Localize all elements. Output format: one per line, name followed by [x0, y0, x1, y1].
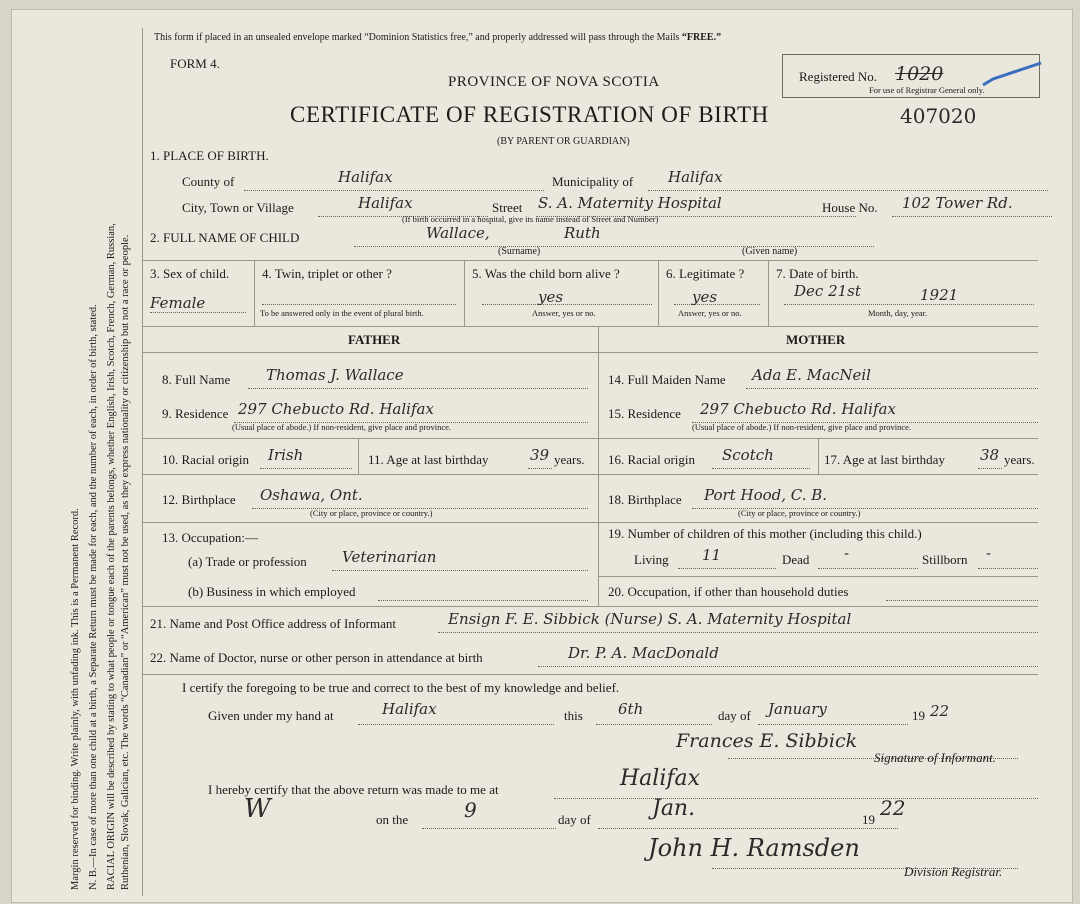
registrar-day: 9: [464, 798, 477, 822]
certify-statement: I certify the foregoing to be true and correct to the best of my knowledge and belief.: [182, 680, 620, 695]
alive-note: Answer, yes or no.: [532, 308, 596, 318]
registrar-note: For use of Registrar General only.: [869, 85, 985, 95]
mother-residence-note: (Usual place of abode.) If non-resident, give place and province.: [692, 422, 912, 432]
registrar-initials: W: [244, 794, 271, 824]
registrar-statement: I hereby certify that the above return was made to me at: [208, 782, 499, 797]
trade-value: Veterinarian: [342, 548, 437, 566]
father-racial: Irish: [268, 446, 304, 464]
mother-racial: Scotch: [722, 446, 774, 464]
registrar-year: 22: [880, 796, 906, 820]
registrar-signature: John H. Ramsden: [648, 834, 860, 862]
house-value: 102 Tower Rd.: [902, 194, 1013, 212]
county-label: County of: [182, 174, 235, 189]
registrar-signature-label: Division Registrar.: [904, 864, 1003, 879]
dead-label: Dead: [782, 552, 810, 567]
registered-label: Registered No.: [799, 69, 877, 84]
father-years: years.: [554, 452, 585, 467]
informant-label: 21. Name and Post Office address of Informant: [150, 616, 396, 631]
place-of-birth-label: 1. PLACE OF BIRTH.: [150, 148, 269, 163]
certificate-title: CERTIFICATE OF REGISTRATION OF BIRTH: [290, 102, 769, 127]
mother-occupation-label: 20. Occupation, if other than household duties: [608, 584, 849, 599]
mother-racial-label: 16. Racial origin: [608, 452, 696, 467]
municipality-label: Municipality of: [552, 174, 634, 189]
house-label: House No.: [822, 200, 878, 215]
twin-note: To be answered only in the event of plural birth.: [260, 308, 424, 318]
certificate-page: [12, 10, 1072, 902]
side-note-2: N. B.—In case of more than one child at a birth, a Separate Return must be made for each, and the number of each, in order of birth, stated.: [88, 304, 99, 890]
given-year: 22: [930, 702, 950, 720]
given-year-prefix: 19: [912, 708, 925, 723]
municipality-value: Halifax: [668, 168, 723, 186]
form-left-border: [142, 28, 143, 896]
mother-birthplace-label: 18. Birthplace: [608, 492, 682, 507]
registered-value: 1020: [895, 63, 944, 85]
on-the-label: on the: [376, 812, 409, 827]
alive-value: yes: [538, 288, 564, 306]
father-residence: 297 Chebucto Rd. Halifax: [238, 400, 434, 418]
father-residence-label: 9. Residence: [162, 406, 229, 421]
stillborn-label: Stillborn: [922, 552, 968, 567]
mother-birthplace-note: (City or place, province or country.): [738, 508, 861, 518]
doctor-label: 22. Name of Doctor, nurse or other person in attendance at birth: [150, 650, 483, 665]
form-number: FORM 4.: [170, 56, 220, 71]
county-value: Halifax: [338, 168, 393, 186]
sex-value: Female: [150, 294, 206, 312]
side-note-3: RACIAL ORIGIN will be described by stating to what people or tongue each of the parents belongs, whether English, Irish, Scotch, French, German, Russian,: [106, 223, 117, 890]
mother-name: Ada E. MacNeil: [752, 366, 871, 384]
alive-label: 5. Was the child born alive ?: [472, 266, 620, 281]
mother-birthplace: Port Hood, C. B.: [704, 486, 828, 504]
given-day: 6th: [618, 700, 644, 718]
mother-age: 38: [980, 446, 1000, 464]
dead-value: -: [844, 544, 850, 562]
surname-caption: (Surname): [498, 246, 541, 257]
child-surname: Wallace,: [426, 224, 490, 242]
given-under-label: Given under my hand at: [208, 708, 334, 723]
informant-signature-label: Signature of Informant.: [874, 750, 996, 765]
mother-heading: MOTHER: [786, 332, 846, 347]
father-residence-note: (Usual place of abode.) If non-resident, give place and province.: [232, 422, 452, 432]
legitimate-value: yes: [692, 288, 718, 306]
sex-label: 3. Sex of child.: [150, 266, 230, 281]
doctor-value: Dr. P. A. MacDonald: [568, 644, 719, 662]
legitimate-label: 6. Legitimate ?: [666, 266, 745, 281]
this-label: this: [564, 708, 583, 723]
informant-value: Ensign F. E. Sibbick (Nurse) S. A. Maternity Hospital: [448, 610, 852, 628]
occupation-label: 13. Occupation:—: [162, 530, 259, 545]
child-name-label: 2. FULL NAME OF CHILD: [150, 230, 300, 245]
children-count-label: 19. Number of children of this mother (including this child.): [608, 526, 922, 541]
father-heading: FATHER: [348, 332, 401, 347]
hospital-note: (If birth occurred in a hospital, give its name instead of Street and Number): [402, 214, 659, 224]
registrar-place: Halifax: [620, 766, 701, 791]
registrar-month: Jan.: [652, 796, 696, 821]
trade-label: (a) Trade or profession: [188, 554, 307, 569]
side-note-1: Margin reserved for binding. Write plainly, with unfading ink. This is a Permanent Record.: [70, 508, 81, 890]
father-age-label: 11. Age at last birthday: [368, 452, 489, 467]
province-heading: PROVINCE OF NOVA SCOTIA: [448, 74, 660, 90]
registered-number-box: [782, 54, 1040, 98]
father-birthplace-note: (City or place, province or country.): [310, 508, 433, 518]
registrar-day-of-label: day of: [558, 812, 591, 827]
stillborn-value: -: [986, 544, 992, 562]
informant-signature: Frances E. Sibbick: [676, 730, 858, 752]
father-name: Thomas J. Wallace: [266, 366, 404, 384]
legitimate-note: Answer, yes or no.: [678, 308, 742, 318]
given-place: Halifax: [382, 700, 437, 718]
mail-note: This form if placed in an unsealed envelope marked “Dominion Statistics free,” and properly addressed will pass through the Mails “FREE.”: [154, 32, 722, 43]
mother-name-label: 14. Full Maiden Name: [608, 372, 726, 387]
city-label: City, Town or Village: [182, 200, 294, 215]
dob-day: Dec 21st: [794, 282, 861, 300]
living-label: Living: [634, 552, 669, 567]
mother-years: years.: [1004, 452, 1035, 467]
street-label: Street: [492, 200, 523, 215]
mother-age-label: 17. Age at last birthday: [824, 452, 945, 467]
given-name-caption: (Given name): [742, 246, 798, 257]
mother-residence: 297 Chebucto Rd. Halifax: [700, 400, 896, 418]
father-birthplace: Oshawa, Ont.: [260, 486, 363, 504]
father-birthplace-label: 12. Birthplace: [162, 492, 236, 507]
child-given-name: Ruth: [564, 224, 601, 242]
given-month: January: [768, 700, 827, 718]
father-age: 39: [530, 446, 550, 464]
given-day-of-label: day of: [718, 708, 751, 723]
city-value: Halifax: [358, 194, 413, 212]
registrar-year-prefix: 19: [862, 812, 875, 827]
dob-label: 7. Date of birth.: [776, 266, 859, 281]
street-value: S. A. Maternity Hospital: [538, 194, 722, 212]
dob-year: 1921: [920, 286, 959, 304]
father-racial-label: 10. Racial origin: [162, 452, 250, 467]
side-note-4: Ruthenian, Slovak, Galician, etc. The words “Canadian” or “American” must not be used, as they express nationality or citizenship but not a race or people.: [120, 234, 131, 890]
certificate-subtitle: (BY PARENT OR GUARDIAN): [497, 136, 630, 147]
certificate-number: 407020: [900, 104, 977, 128]
twin-label: 4. Twin, triplet or other ?: [262, 266, 392, 281]
living-value: 11: [702, 546, 722, 564]
father-name-label: 8. Full Name: [162, 372, 231, 387]
business-label: (b) Business in which employed: [188, 584, 356, 599]
mother-residence-label: 15. Residence: [608, 406, 681, 421]
check-mark-icon: [979, 59, 1049, 93]
dob-note: Month, day, year.: [868, 308, 928, 318]
